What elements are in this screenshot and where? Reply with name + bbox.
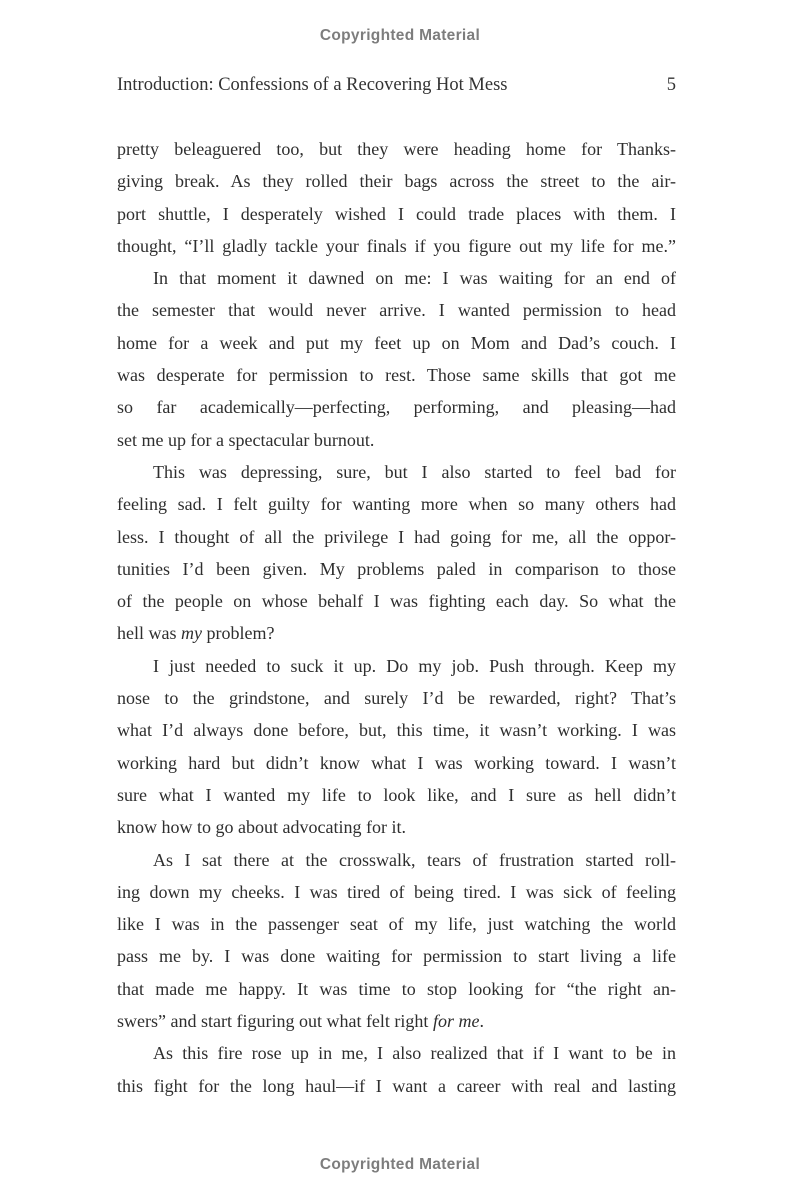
- text-line: was desperate for permission to rest. Those same skills that got me: [117, 365, 676, 386]
- paragraph: [117, 1037, 676, 1102]
- text-line: the semester that would never arrive. I wanted permission to head: [117, 300, 676, 321]
- text-line: what I’d always done before, but, this time, it wasn’t working. I was: [117, 720, 676, 741]
- page-number: 5: [666, 75, 676, 95]
- body-text: [117, 133, 676, 1102]
- text-line: port shuttle, I desperately wished I could trade places with them. I: [117, 203, 676, 224]
- text-line: sure what I wanted my life to look like, and I sure as hell didn’t: [117, 784, 676, 805]
- text-line: I just needed to suck it up. Do my job. Push through. Keep my: [153, 655, 676, 676]
- running-header: [117, 75, 676, 96]
- text-line: so far academically—perfecting, performing, and pleasing—had: [117, 397, 676, 418]
- text-line: home for a week and put my feet up on Mom and Dad’s couch. I: [117, 332, 676, 353]
- text-line: As this fire rose up in me, I also realized that if I want to be in: [153, 1043, 676, 1064]
- paragraph: [117, 133, 676, 262]
- text-line: set me up for a spectacular burnout.: [117, 429, 375, 450]
- text-line: of the people on whose behalf I was fighting each day. So what the: [117, 591, 676, 612]
- text-line: feeling sad. I felt guilty for wanting more when so many others had: [117, 494, 676, 515]
- text-line: like I was in the passenger seat of my life, just watching the world: [117, 914, 676, 935]
- text-line: swers” and start figuring out what felt right for me.: [117, 1011, 484, 1032]
- text-line: less. I thought of all the privilege I had going for me, all the oppor-: [117, 526, 676, 547]
- text-line: that made me happy. It was time to stop looking for “the right an-: [117, 978, 676, 999]
- header-title: Introduction: Confessions of a Recovering Hot Mess: [117, 75, 508, 95]
- text-line: pretty beleaguered too, but they were heading home for Thanks-: [117, 139, 676, 159]
- top-watermark: Copyrighted Material: [319, 27, 481, 44]
- text-line: nose to the grindstone, and surely I’d be rewarded, right? That’s: [117, 688, 676, 709]
- text-line: working hard but didn’t know what I was working toward. I wasn’t: [117, 752, 676, 773]
- text-line: ing down my cheeks. I was tired of being tired. I was sick of feeling: [117, 881, 676, 902]
- text-line: pass me by. I was done waiting for permission to start living a life: [117, 946, 676, 967]
- text-line: tunities I’d been given. My problems paled in comparison to those: [117, 558, 676, 579]
- text-line: know how to go about advocating for it.: [117, 817, 406, 838]
- text-line: In that moment it dawned on me: I was waiting for an end of: [153, 268, 676, 289]
- paragraph: [117, 844, 676, 1038]
- text-line: hell was my problem?: [117, 623, 275, 644]
- bottom-watermark: Copyrighted Material: [319, 1156, 481, 1173]
- text-line: As I sat there at the crosswalk, tears of frustration started roll-: [153, 849, 676, 870]
- text-line: This was depressing, sure, but I also started to feel bad for: [153, 461, 676, 482]
- paragraph: [117, 456, 676, 650]
- text-line: this fight for the long haul—if I want a career with real and lasting: [117, 1075, 676, 1096]
- paragraph: [117, 262, 676, 456]
- paragraph: [117, 650, 676, 844]
- text-line: thought, “I’ll gladly tackle your finals if you figure out my life for me.”: [117, 235, 676, 256]
- text-line: giving break. As they rolled their bags across the street to the air-: [117, 171, 676, 192]
